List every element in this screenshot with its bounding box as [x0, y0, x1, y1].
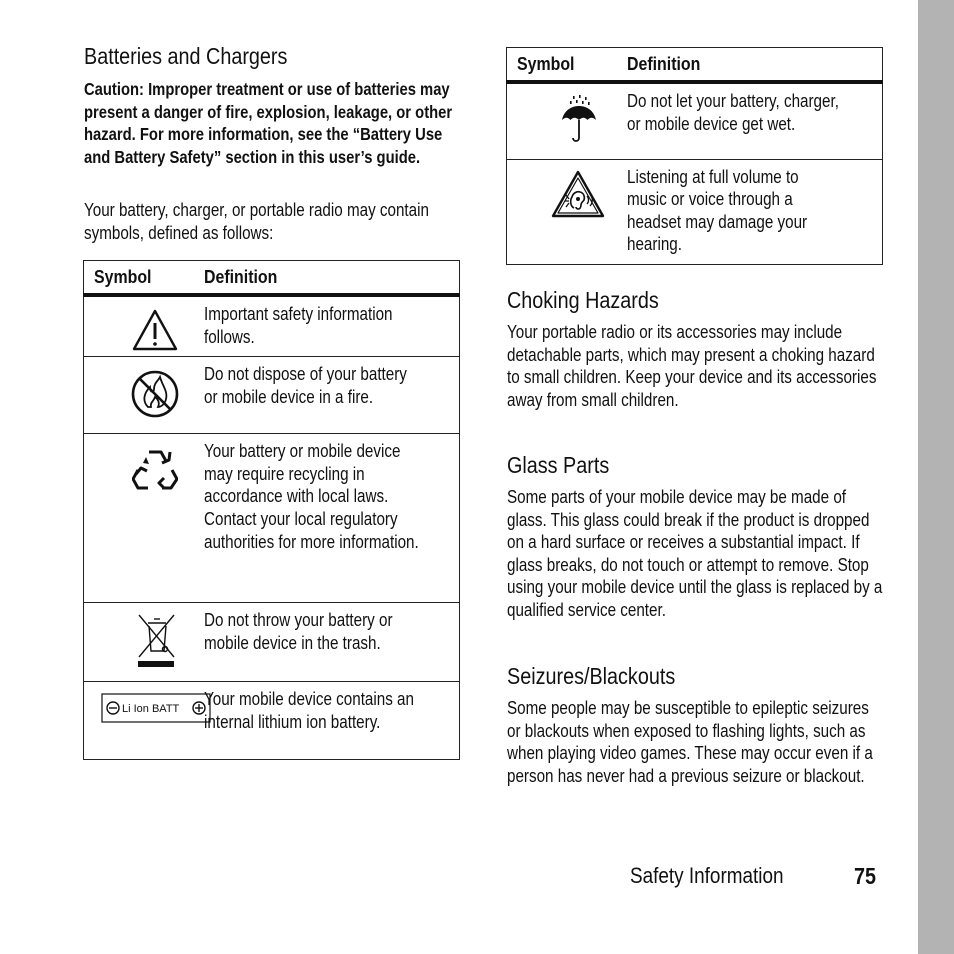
no-fire-icon — [130, 369, 180, 419]
li-ion-battery-icon — [101, 693, 211, 723]
seizures-body: Some people may be susceptible to epileptic seizures or blackouts when exposed to flashing lights, such as when playing video games. These may occur even if a person has never had a previous seizure or blackout. — [507, 698, 873, 786]
symbols-table-right — [506, 47, 883, 265]
page-number: 75 — [854, 863, 877, 889]
section-heading-seizures: Seizures/Blackouts — [507, 663, 676, 689]
table-row — [84, 357, 460, 434]
crossed-out-bin-icon — [136, 613, 178, 671]
section-heading-batteries: Batteries and Chargers — [84, 43, 288, 69]
symbols-table-left — [83, 260, 460, 760]
caution-text: Caution: Improper treatment or use of batteries may present a danger of fire, explosion, leakage, or other hazard. For more information, see the “Battery Use and Battery Safety” section in this user’s guide. — [84, 79, 453, 167]
definition-text: Do not dispose of your battery or mobile device in a fire. — [204, 364, 407, 407]
definition-text: Your mobile device contains an internal lithium ion battery. — [204, 689, 414, 732]
section-heading-glass: Glass Parts — [507, 452, 610, 478]
table-row — [84, 434, 460, 603]
battery-icon-label: Li Ion BATT — [122, 703, 180, 716]
hearing-warning-icon — [551, 170, 605, 218]
definition-text: Do not let your battery, charger, or mobile device get wet. — [627, 91, 839, 134]
umbrella-rain-icon — [559, 94, 599, 146]
page-edge-tab — [918, 0, 954, 954]
section-heading-choking: Choking Hazards — [507, 287, 659, 313]
definition-text: Do not throw your battery or mobile device in the trash. — [204, 610, 393, 653]
table-row — [507, 159, 883, 264]
glass-body: Some parts of your mobile device may be made of glass. This glass could break if the product is dropped on a hard surface or receives a substantial impact. If glass breaks, do not touch or attempt to remove. Stop using your mobile device until the glass is replaced by a qualified service center. — [507, 487, 883, 620]
footer-section-label: Safety Information — [630, 863, 784, 888]
table-header-row — [84, 261, 460, 296]
recycle-icon — [132, 448, 178, 490]
table-row — [84, 603, 460, 682]
definition-text: Important safety information follows. — [204, 304, 393, 347]
table-row — [84, 295, 460, 357]
header-definition: Definition — [627, 53, 701, 74]
choking-body: Your portable radio or its accessories may include detachable parts, which may present a choking hazard to small children. Keep your device and its accessories away from small children. — [507, 322, 877, 410]
table-row — [84, 682, 460, 760]
warning-triangle-icon — [132, 309, 178, 351]
table-header-row — [507, 48, 883, 83]
definition-text: Listening at full volume to music or voice through a headset may damage your hearing. — [627, 166, 808, 255]
definition-text: Your battery or mobile device may require recycling in accordance with local laws. Contact your local regulatory authorities for more information. — [204, 441, 419, 552]
header-symbol: Symbol — [517, 53, 575, 74]
header-symbol: Symbol — [94, 266, 152, 287]
intro-text: Your battery, charger, or portable radio may contain symbols, defined as follows: — [84, 200, 429, 243]
table-row — [507, 82, 883, 159]
header-definition: Definition — [204, 266, 278, 287]
